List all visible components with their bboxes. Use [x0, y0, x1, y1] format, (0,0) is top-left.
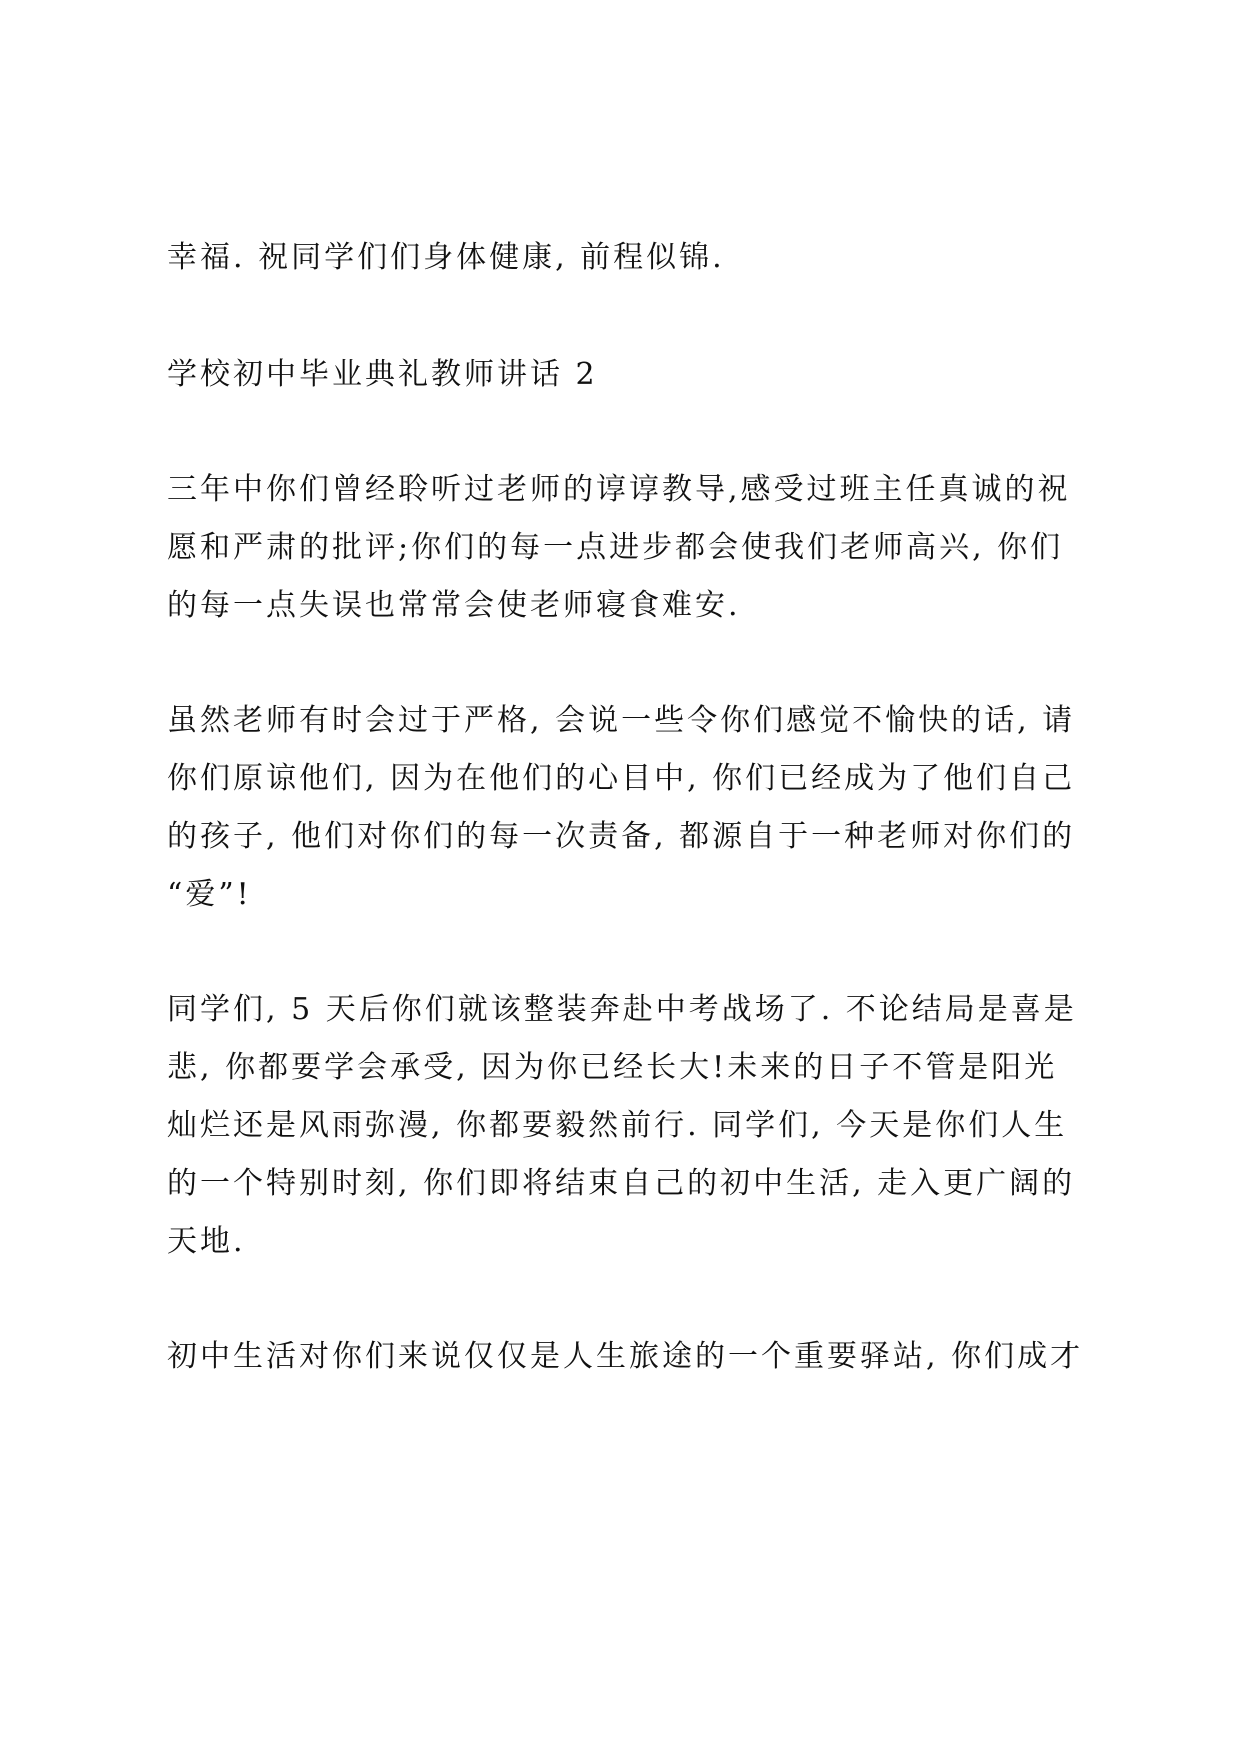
paragraph-line: 的每一点失误也常常会使老师寝食难安.: [167, 588, 741, 623]
paragraph-line: 的孩子, 他们对你们的每一次责备, 都源自于一种老师对你们的: [167, 819, 1076, 854]
paragraph-line: 同学们, 5 天后你们就该整装奔赴中考战场了. 不论结局是喜是: [167, 992, 1077, 1027]
paragraph-line: 悲, 你都要学会承受, 因为你已经长大!未来的日子不管是阳光: [167, 1050, 1058, 1085]
paragraph-line: 的一个特别时刻, 你们即将结束自己的初中生活, 走入更广阔的: [167, 1166, 1076, 1201]
paragraph-line: 三年中你们曾经聆听过老师的谆谆教导,感受过班主任真诚的祝: [167, 472, 1071, 507]
paragraph-line: 你们原谅他们, 因为在他们的心目中, 你们已经成为了他们自己: [167, 761, 1076, 796]
section-title: 学校初中毕业典礼教师讲话 2: [167, 357, 598, 392]
paragraph-line: 愿和严肃的批评;你们的每一点进步都会使我们老师高兴, 你们: [167, 530, 1064, 565]
paragraph-line: 天地.: [167, 1224, 246, 1259]
paragraph-line: “爱”!: [167, 877, 252, 912]
paragraph-line: 虽然老师有时会过于严格, 会说一些令你们感觉不愉快的话, 请: [167, 703, 1076, 738]
paragraph-line: 灿烂还是风雨弥漫, 你都要毅然前行. 同学们, 今天是你们人生: [167, 1108, 1068, 1143]
intro-closing-line: 幸福. 祝同学们们身体健康, 前程似锦.: [167, 240, 725, 275]
paragraph-line: 初中生活对你们来说仅仅是人生旅途的一个重要驿站, 你们成才: [167, 1339, 1084, 1374]
